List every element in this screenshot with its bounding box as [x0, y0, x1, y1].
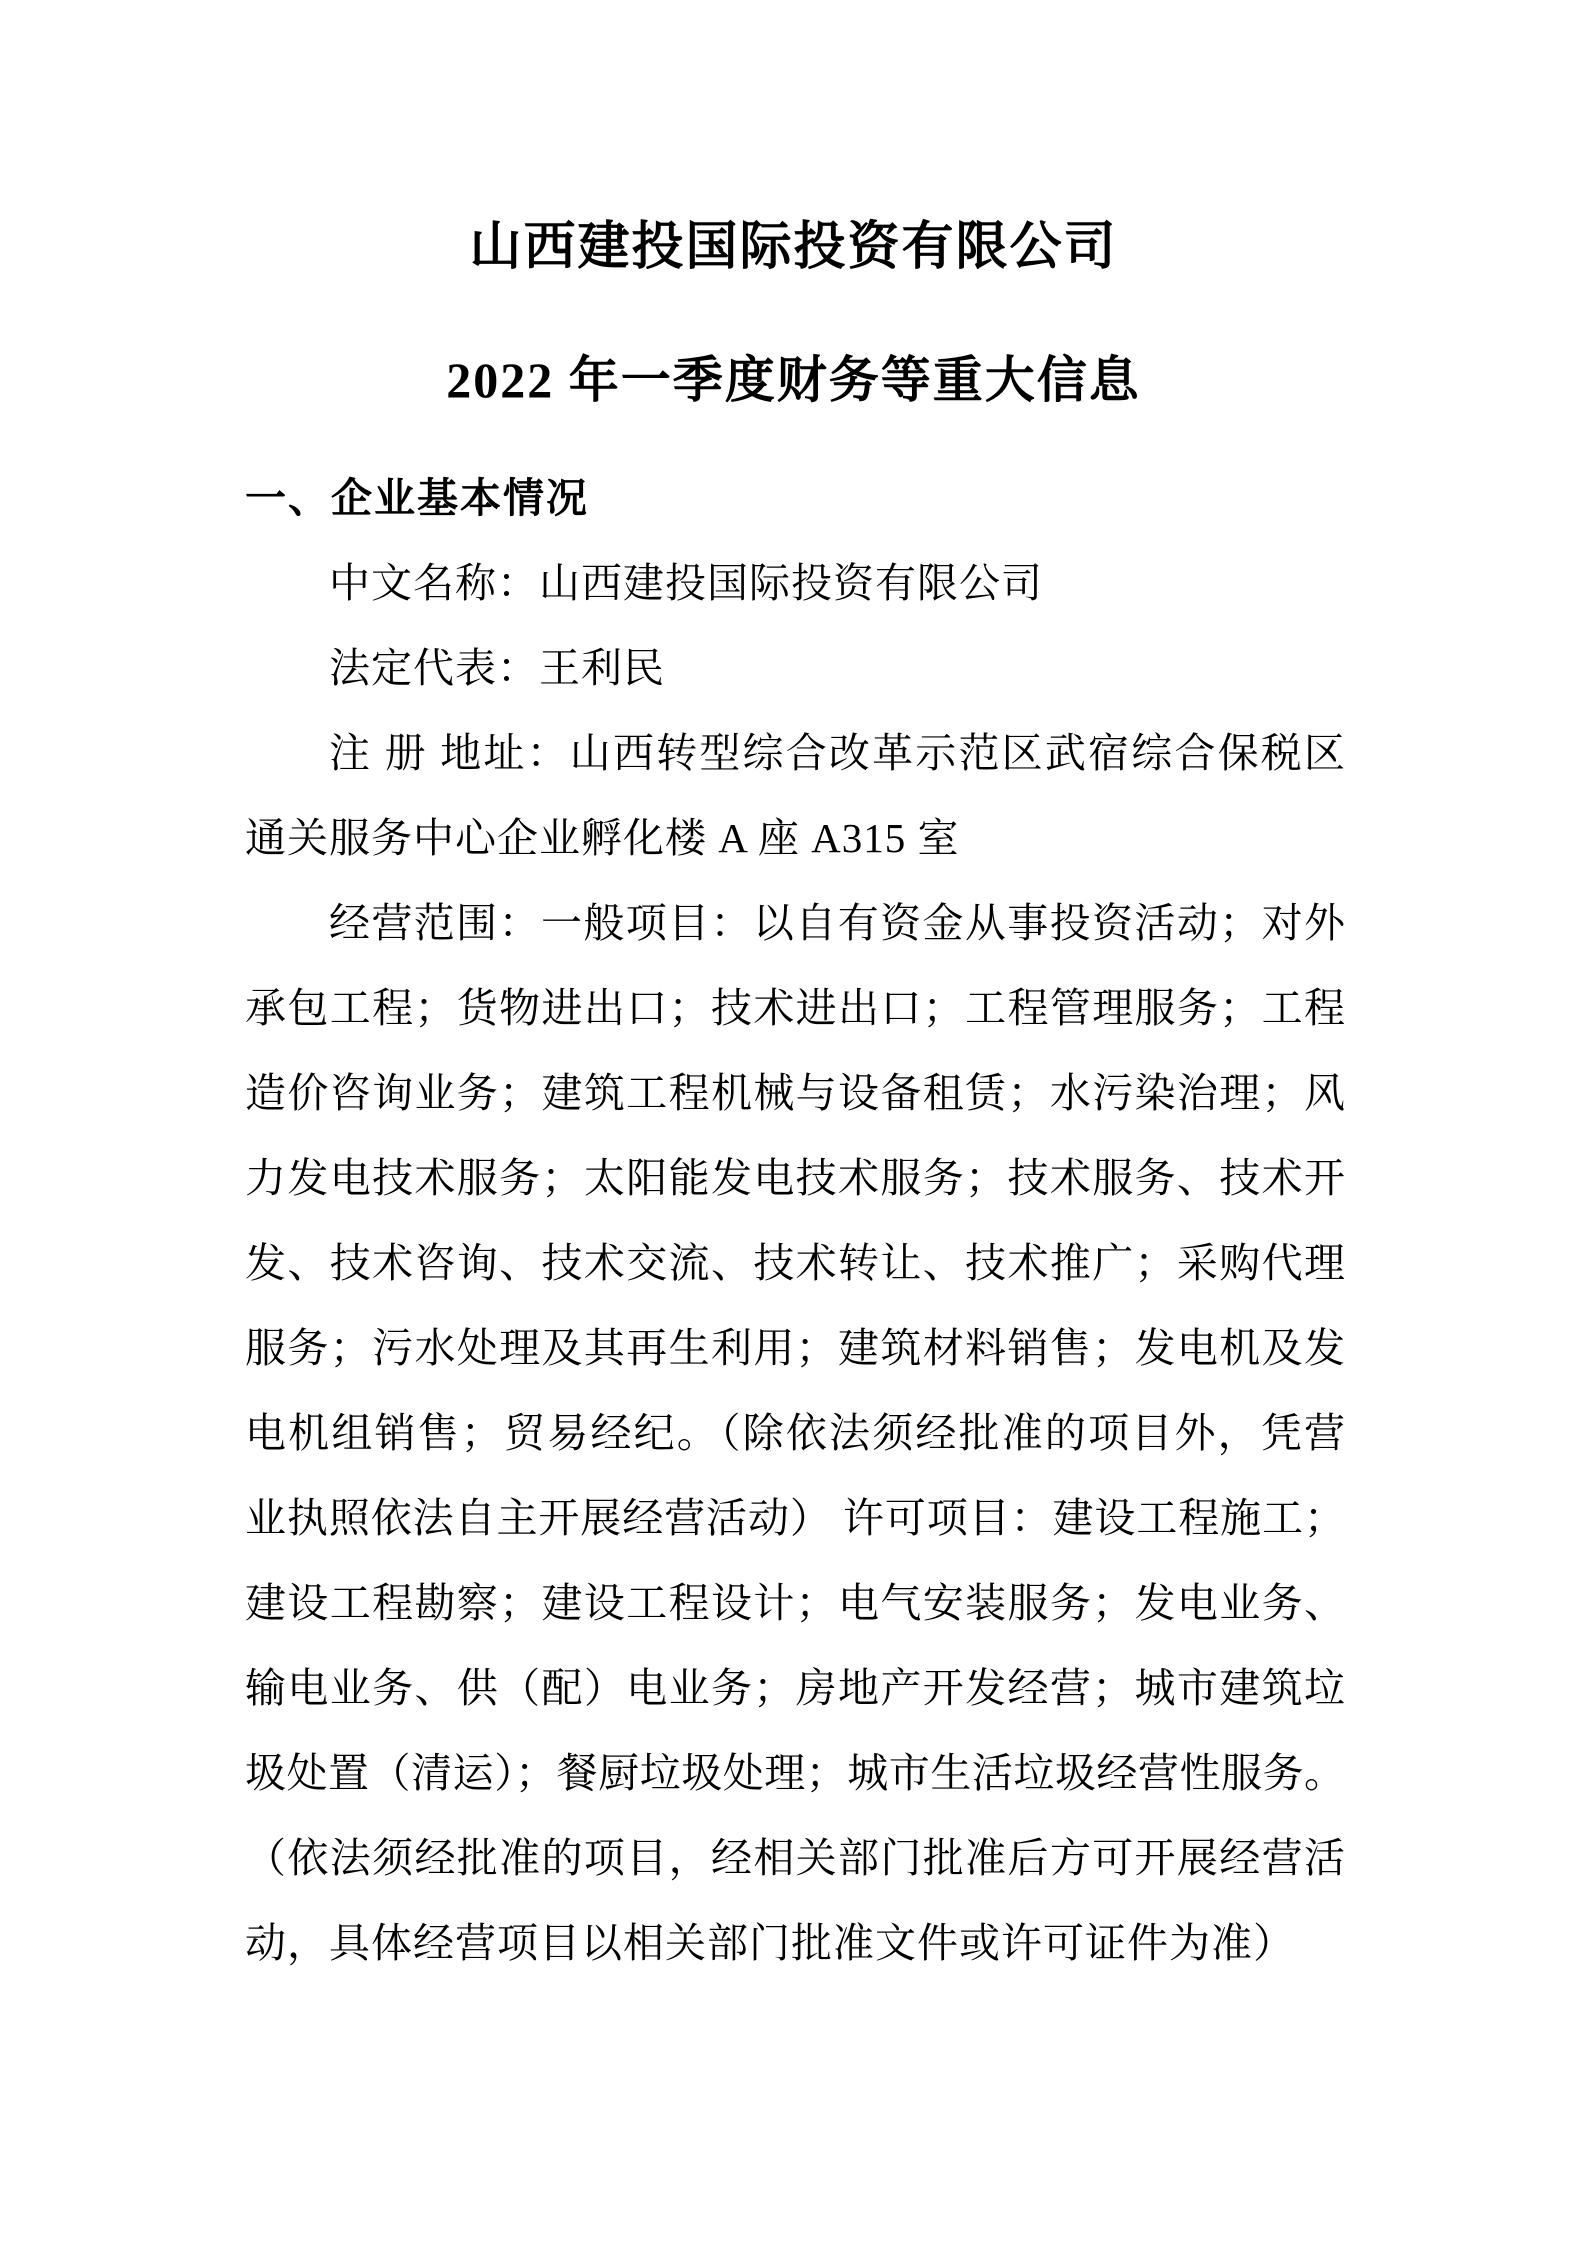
body-line-business-scope-4: 力发电技术服务；太阳能发电技术服务；技术服务、技术开: [245, 1155, 1345, 1201]
body-line-registered-address-2: 通关服务中心企业孵化楼 A 座 A315 室: [245, 815, 960, 861]
body-line-business-scope-7: 电机组销售；贸易经纪。（除依法须经批准的项目外，凭营: [245, 1410, 1345, 1456]
body-line-registered-address-1: 注 册 地址：山西转型综合改革示范区武宿综合保税区: [329, 730, 1345, 776]
section-heading-basic-info: 一、企业基本情况: [245, 475, 589, 521]
body-line-business-scope-11: 圾处置（清运）；餐厨垃圾处理；城市生活垃圾经营性服务。: [245, 1750, 1345, 1796]
body-line-business-scope-13: 动，具体经营项目以相关部门批准文件或许可证件为准）: [245, 1920, 1295, 1966]
body-line-business-scope-12: （依法须经批准的项目，经相关部门批准后方可开展经营活: [245, 1835, 1345, 1881]
document-body: [245, 541, 1345, 1986]
body-line-business-scope-1: 经营范围：一般项目：以自有资金从事投资活动；对外: [329, 900, 1345, 946]
body-line-business-scope-3: 造价咨询业务；建筑工程机械与设备租赁；水污染治理；风: [245, 1070, 1345, 1116]
body-line-business-scope-9: 建设工程勘察；建设工程设计；电气安装服务；发电业务、: [245, 1580, 1345, 1626]
body-line-business-scope-10: 输电业务、供（配）电业务；房地产开发经营；城市建筑垃: [245, 1665, 1345, 1711]
body-line-business-scope-5: 发、技术咨询、技术交流、技术转让、技术推广；采购代理: [245, 1240, 1345, 1286]
body-line-chinese-name: 中文名称：山西建投国际投资有限公司: [329, 560, 1043, 606]
body-line-business-scope-2: 承包工程；货物进出口；技术进出口；工程管理服务；工程: [245, 985, 1345, 1031]
document-subtitle: 2022 年一季度财务等重大信息: [446, 352, 1141, 408]
document-title: 山西建投国际投资有限公司: [469, 219, 1118, 276]
body-line-business-scope-6: 服务；污水处理及其再生利用；建筑材料销售；发电机及发: [245, 1325, 1345, 1371]
body-line-legal-representative: 法定代表：王利民: [329, 645, 665, 691]
body-line-business-scope-8: 业执照依法自主开展经营活动） 许可项目：建设工程施工；: [245, 1495, 1345, 1541]
